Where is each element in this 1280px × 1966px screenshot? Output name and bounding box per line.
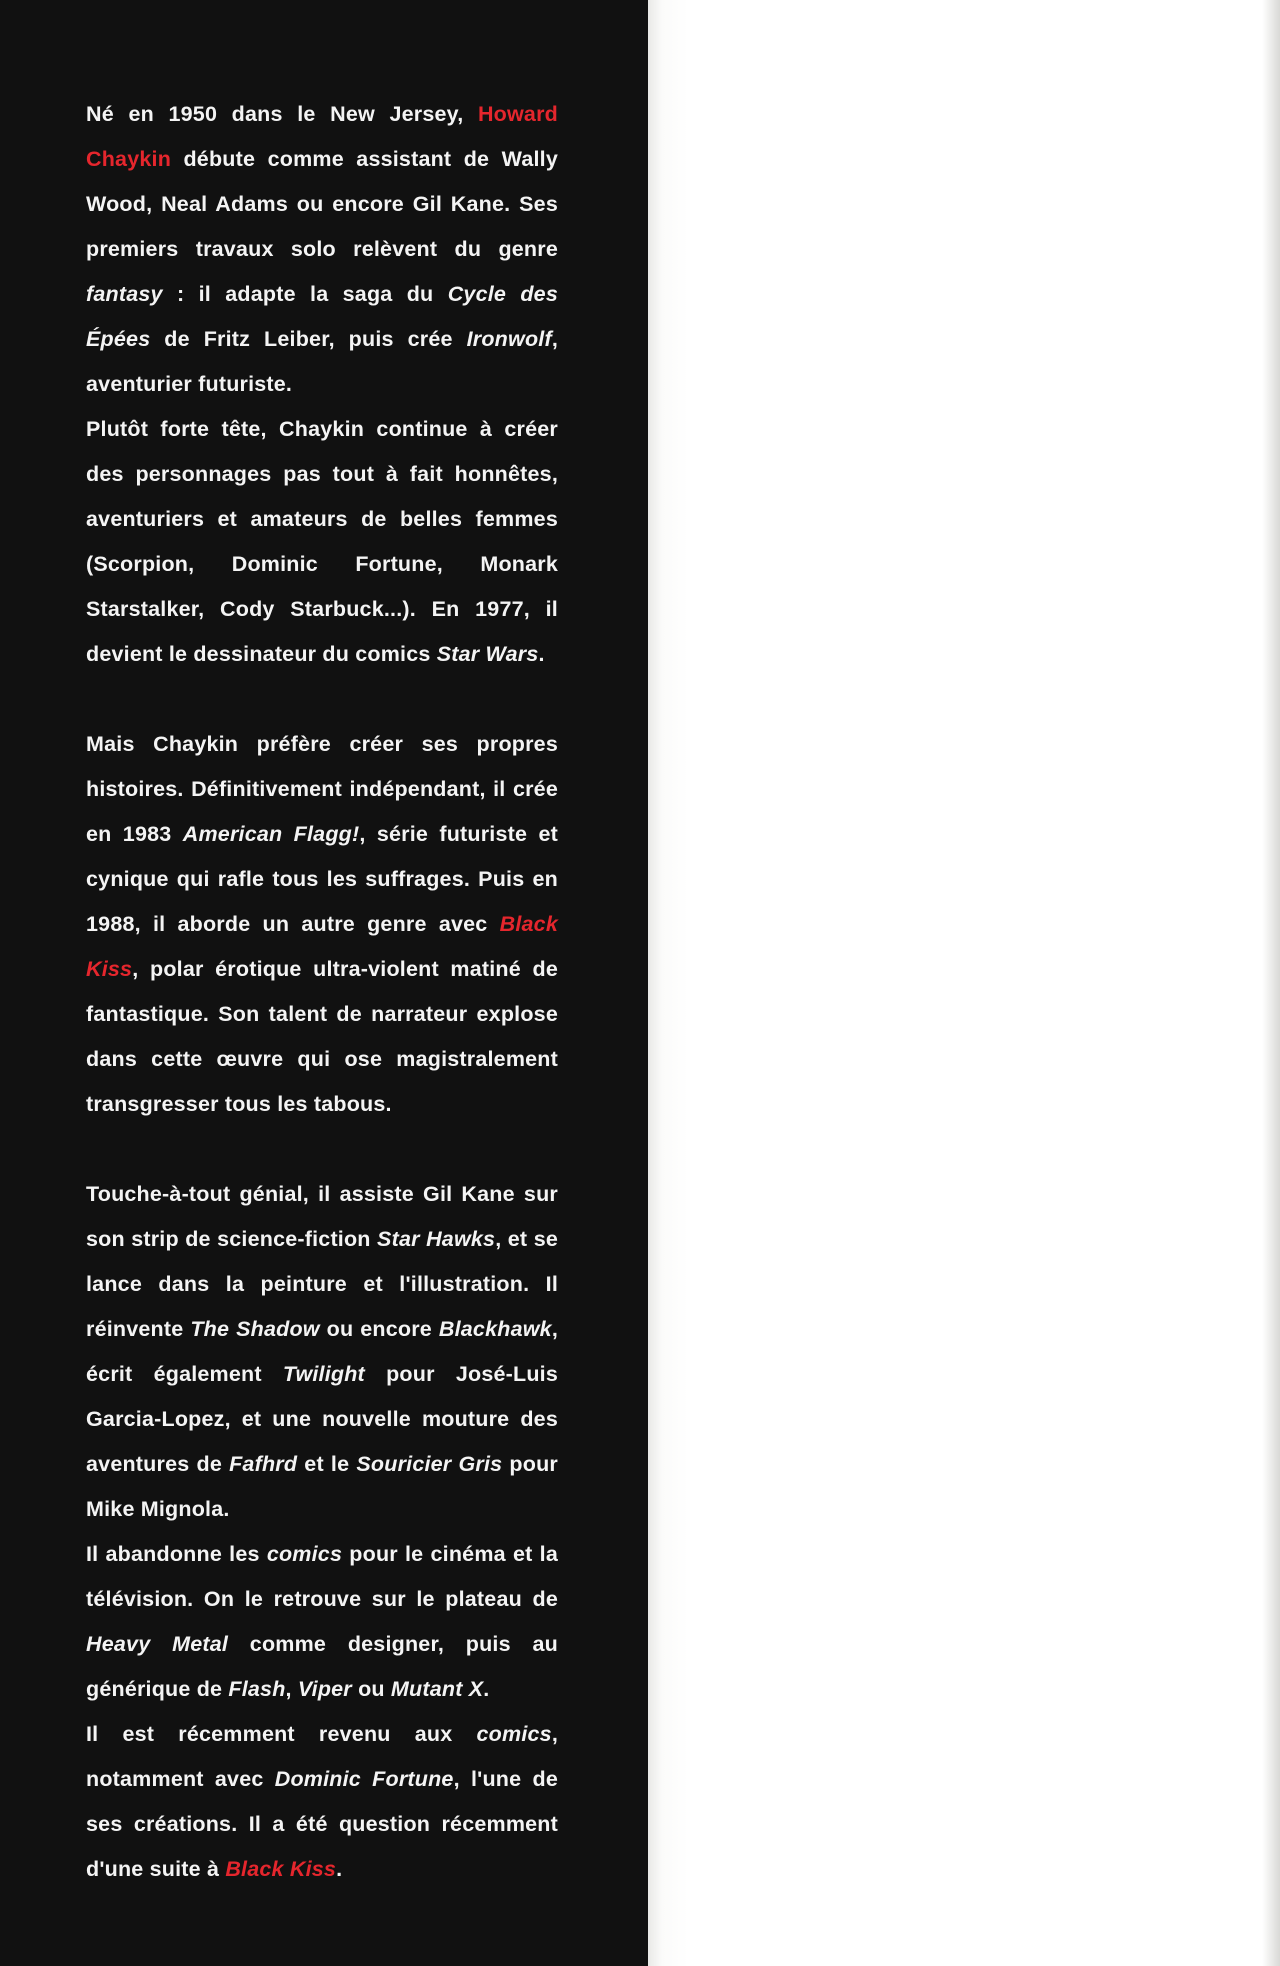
paragraph-characters xyxy=(86,407,558,677)
text-run: , série futuriste et cynique qui rafle tous les suffrages. Puis en 1988, il aborde un autre genre avec xyxy=(86,822,558,936)
paragraph-independent xyxy=(86,722,558,1127)
work-title: Cycle des Épées xyxy=(86,282,558,351)
text-run: ou xyxy=(351,1677,391,1701)
paragraph-gap xyxy=(86,1127,558,1172)
paragraph-touche-a-tout xyxy=(86,1172,558,1532)
paragraph-gap xyxy=(86,677,558,722)
text-run: , écrit également xyxy=(86,1317,558,1386)
text-run: ou encore xyxy=(319,1317,439,1341)
text-run: , polar érotique ultra-violent matiné de fantastique. Son talent de narrateur explose dans cette œuvre qui ose magistralement transgresser tous les tabous. xyxy=(86,957,558,1116)
text-run: comme designer, puis au générique de xyxy=(86,1632,558,1701)
work-title: Blackhawk xyxy=(438,1317,552,1341)
text-run: . xyxy=(483,1677,490,1701)
text-run: Touche-à-tout génial, il assiste Gil Kane sur son strip de science-fiction xyxy=(86,1182,558,1251)
text-run: pour le cinéma et la télévision. On le retrouve sur le plateau de xyxy=(86,1542,558,1611)
paragraph-early-career xyxy=(86,92,558,407)
work-title: American Flagg! xyxy=(182,822,360,846)
text-run: , xyxy=(285,1677,298,1701)
work-title: Viper xyxy=(297,1677,352,1701)
text-run: pour Mike Mignola. xyxy=(86,1452,558,1521)
work-title: Twilight xyxy=(282,1362,365,1386)
genre-title: comics xyxy=(266,1542,343,1566)
page-edge-shadow xyxy=(1262,0,1280,1966)
work-title: Star Hawks xyxy=(377,1227,496,1251)
blank-white-page xyxy=(648,0,1280,1966)
paragraph-cinema xyxy=(86,1532,558,1712)
text-run: , aventurier futuriste. xyxy=(86,327,558,396)
biography-text xyxy=(86,92,558,1892)
text-run: Il abandonne les xyxy=(86,1542,267,1566)
author-name-highlight: Howard Chaykin xyxy=(86,102,558,171)
text-run: , et se lance dans la peinture et l'illustration. Il réinvente xyxy=(86,1227,559,1341)
text-run: Il est récemment revenu aux xyxy=(86,1722,477,1746)
work-title: Fafhrd xyxy=(229,1452,298,1476)
text-run: débute comme assistant de Wally Wood, Neal Adams ou encore Gil Kane. Ses premiers travaux solo relèvent du genre xyxy=(86,147,558,261)
work-title: Star Wars xyxy=(436,642,539,666)
paragraph-return xyxy=(86,1712,558,1892)
text-run: , notamment avec xyxy=(86,1722,558,1791)
work-title: Ironwolf xyxy=(466,327,552,351)
work-title: The Shadow xyxy=(190,1317,320,1341)
text-run: pour José-Luis Garcia-Lopez, et une nouvelle mouture des aventures de xyxy=(86,1362,558,1476)
work-title: Souricier Gris xyxy=(356,1452,503,1476)
text-run: , l'une de ses créations. Il a été question récemment d'une suite à xyxy=(86,1767,558,1881)
text-run: de Fritz Leiber, puis crée xyxy=(150,327,467,351)
text-run: . xyxy=(336,1857,343,1881)
text-run: . xyxy=(538,642,545,666)
text-run: : il adapte la saga du xyxy=(162,282,448,306)
work-title-highlight: Black Kiss xyxy=(225,1857,337,1881)
text-run: Mais Chaykin préfère créer ses propres histoires. Définitivement indépendant, il crée en 1983 xyxy=(86,732,558,846)
work-title: Heavy Metal xyxy=(86,1632,229,1656)
work-title: Dominic Fortune xyxy=(274,1767,454,1791)
work-title: Mutant X xyxy=(390,1677,484,1701)
text-run: Plutôt forte tête, Chaykin continue à créer des personnages pas tout à fait honnêtes, aventuriers et amateurs de belles femmes (Scorpion, Dominic Fortune, Monark Starstalker, Cody Starbuck...). En 1977, il devient le dessinateur du comics xyxy=(86,417,558,666)
work-title: Flash xyxy=(228,1677,286,1701)
genre-title: comics xyxy=(476,1722,552,1746)
text-run: et le xyxy=(297,1452,357,1476)
work-title-highlight: Black Kiss xyxy=(86,912,558,981)
text-run: Né en 1950 dans le New Jersey, xyxy=(86,102,478,126)
genre-title: fantasy xyxy=(86,282,163,306)
